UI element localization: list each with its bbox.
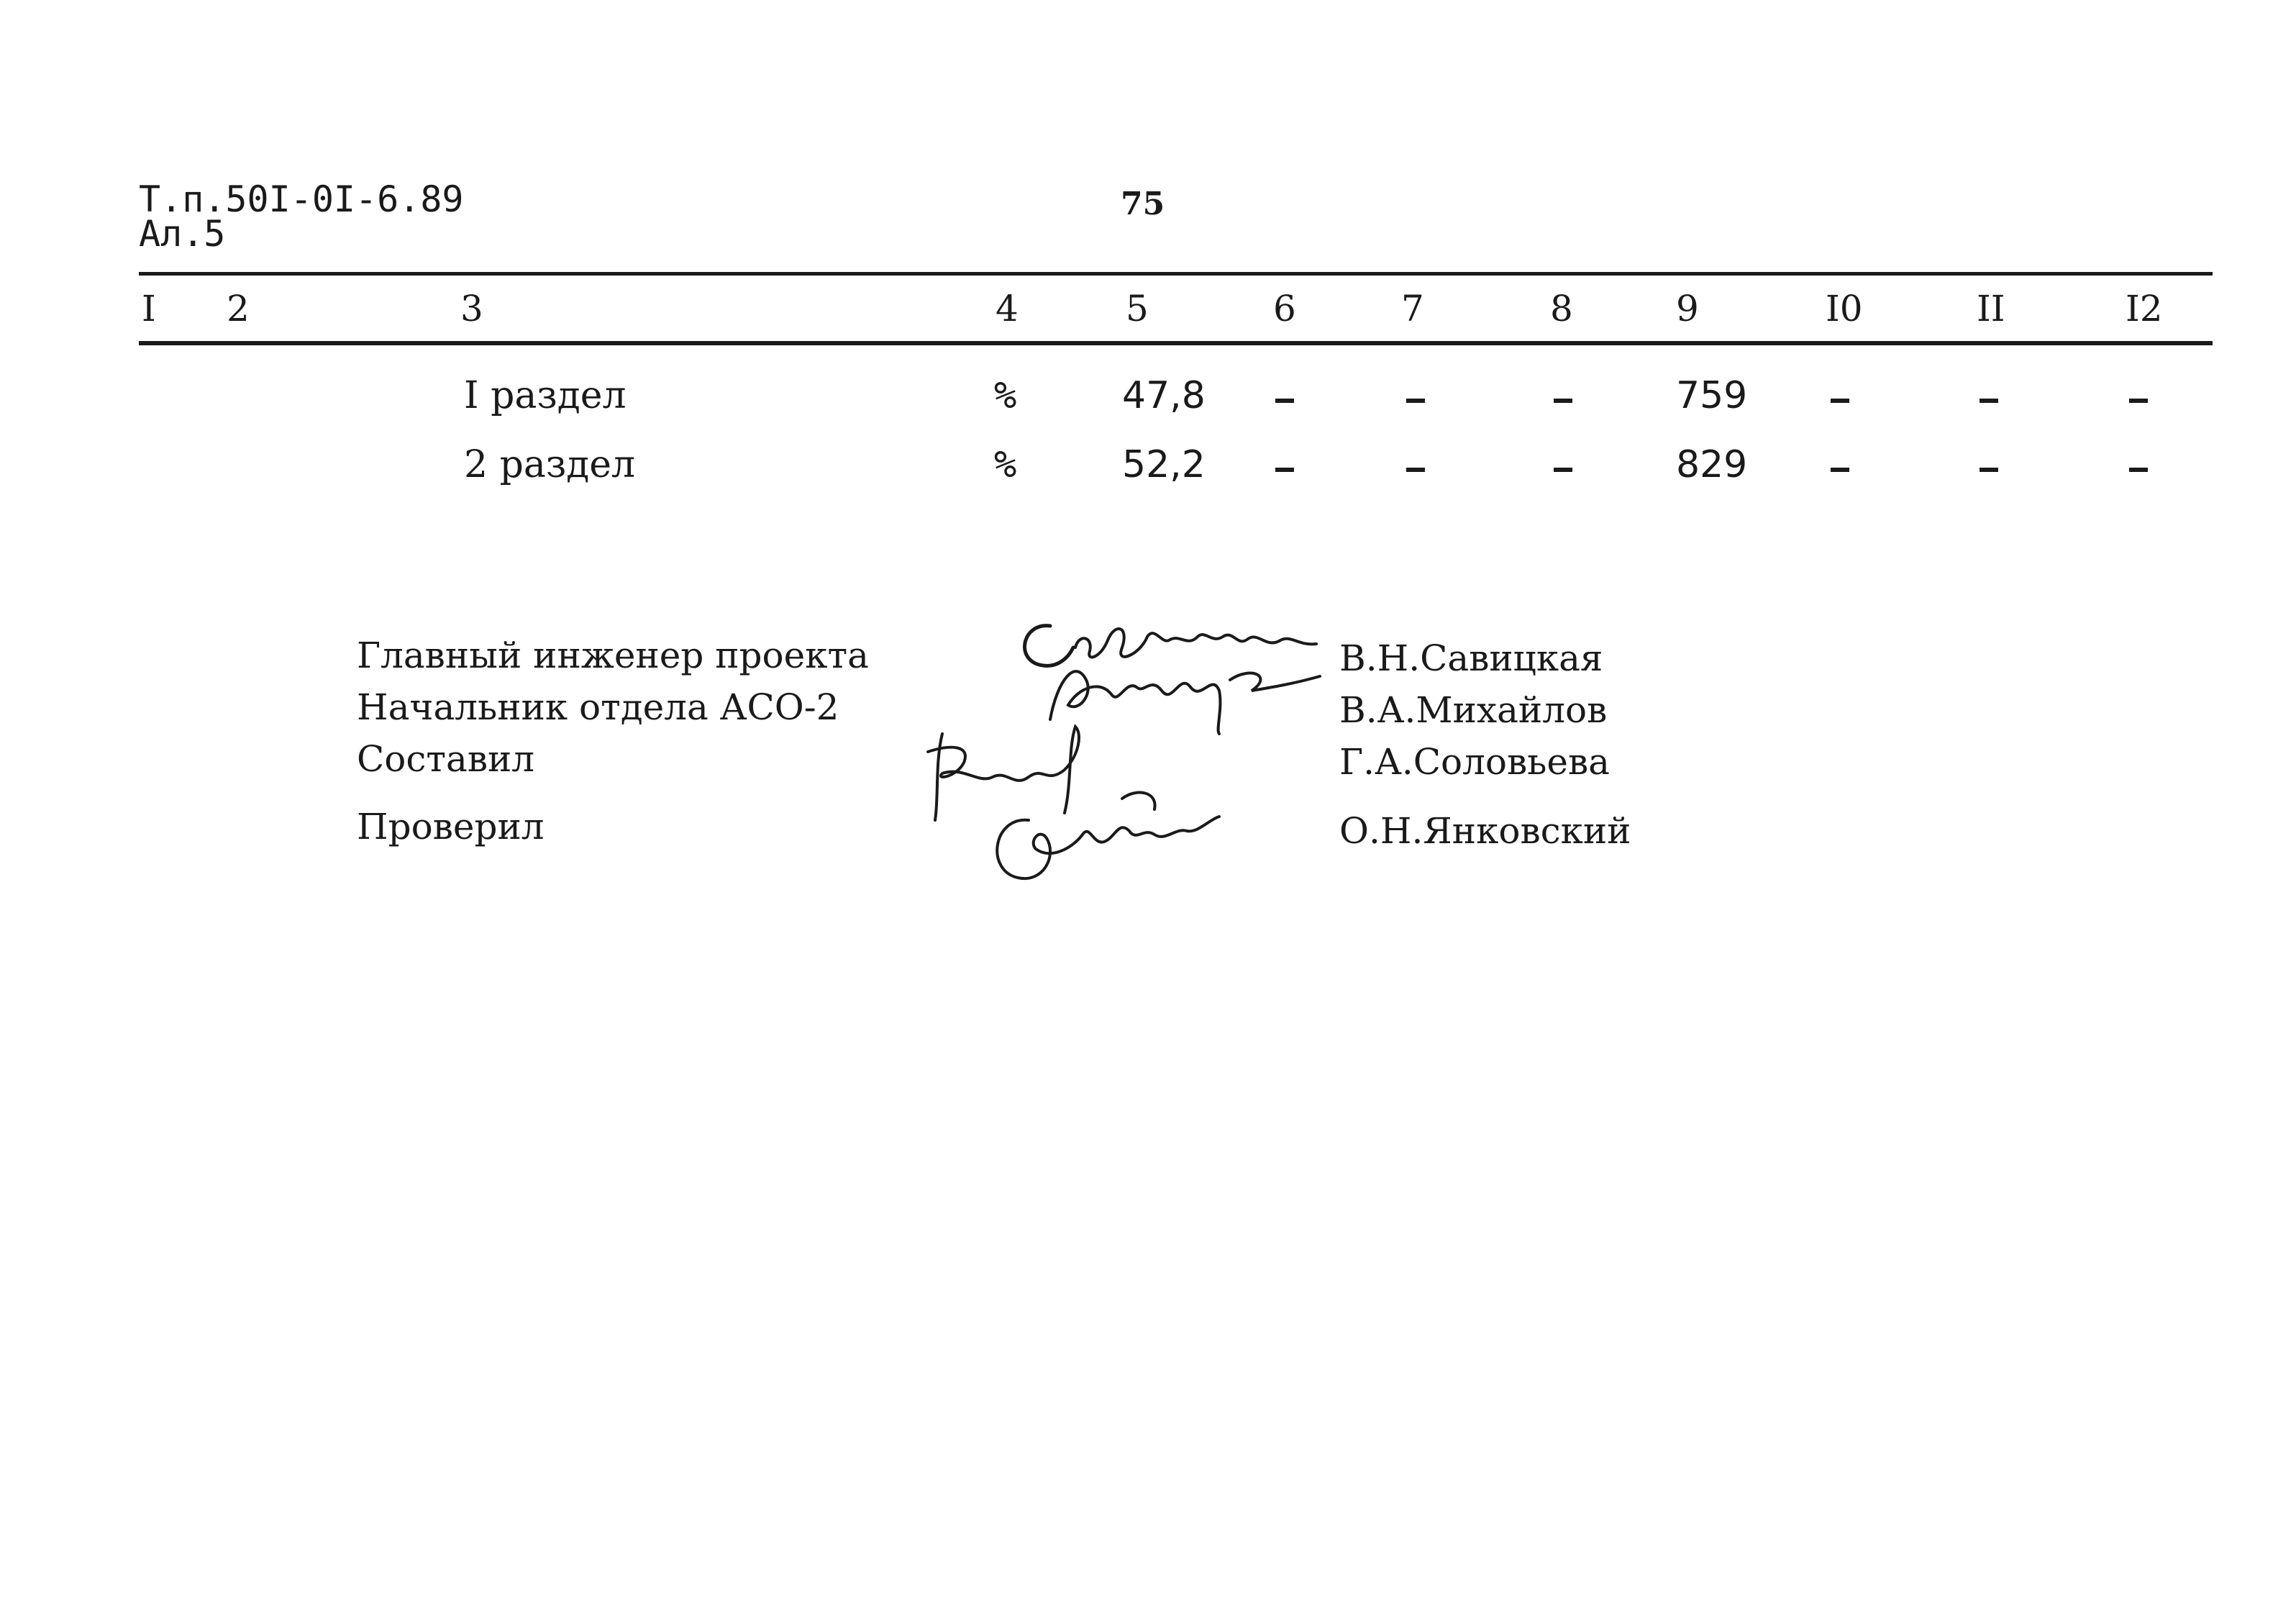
- page-number: 75: [1121, 186, 1165, 222]
- signature-role: Проверил: [357, 806, 545, 847]
- empty-cell-dash: [1554, 399, 1572, 403]
- signatory-name: Г.А.Соловьева: [1339, 741, 1610, 783]
- signatory-name: В.А.Михайлов: [1339, 689, 1608, 731]
- column-number-2: 2: [227, 288, 250, 329]
- column-number-4: 4: [996, 288, 1019, 329]
- signature-role: Начальник отдела АСО-2: [357, 686, 839, 728]
- signatory-name: В.Н.Савицкая: [1339, 637, 1603, 679]
- handwritten-signature-4: [978, 777, 1223, 892]
- empty-cell-dash: [1980, 468, 1998, 472]
- empty-cell-dash: [1406, 399, 1425, 403]
- table-top-rule: [139, 272, 2213, 276]
- column-number-3: 3: [460, 288, 483, 329]
- row-col9-value: 829: [1676, 443, 1748, 486]
- column-number-11: II: [1977, 288, 2005, 329]
- empty-cell-dash: [1275, 399, 1294, 403]
- column-number-10: I0: [1826, 288, 1863, 329]
- empty-cell-dash: [1980, 399, 1998, 403]
- row-label: I раздел: [464, 374, 627, 417]
- column-number-1: I: [142, 288, 156, 329]
- row-col9-value: 759: [1676, 374, 1748, 417]
- row-unit: %: [994, 443, 1017, 486]
- column-number-9: 9: [1676, 288, 1699, 329]
- empty-cell-dash: [2129, 468, 2148, 472]
- row-unit: %: [994, 374, 1017, 417]
- empty-cell-dash: [1831, 468, 1849, 472]
- column-number-8: 8: [1550, 288, 1573, 329]
- column-number-5: 5: [1126, 288, 1149, 329]
- album-number: Ал.5: [139, 213, 226, 255]
- signature-role: Главный инженер проекта: [357, 635, 869, 676]
- row-col5-value: 52,2: [1122, 443, 1206, 486]
- document-code: Т.п.50I-0I-6.89: [139, 178, 464, 220]
- signature-role: Составил: [357, 738, 535, 780]
- empty-cell-dash: [1406, 468, 1425, 472]
- empty-cell-dash: [1831, 399, 1849, 403]
- empty-cell-dash: [1554, 468, 1572, 472]
- empty-cell-dash: [1275, 468, 1294, 472]
- table-header-rule: [139, 341, 2213, 345]
- row-label: 2 раздел: [464, 443, 636, 486]
- row-col5-value: 47,8: [1122, 374, 1206, 417]
- column-number-12: I2: [2126, 288, 2163, 329]
- empty-cell-dash: [2129, 399, 2148, 403]
- column-number-7: 7: [1401, 288, 1424, 329]
- column-number-6: 6: [1273, 288, 1296, 329]
- signatory-name: О.Н.Янковский: [1339, 810, 1631, 852]
